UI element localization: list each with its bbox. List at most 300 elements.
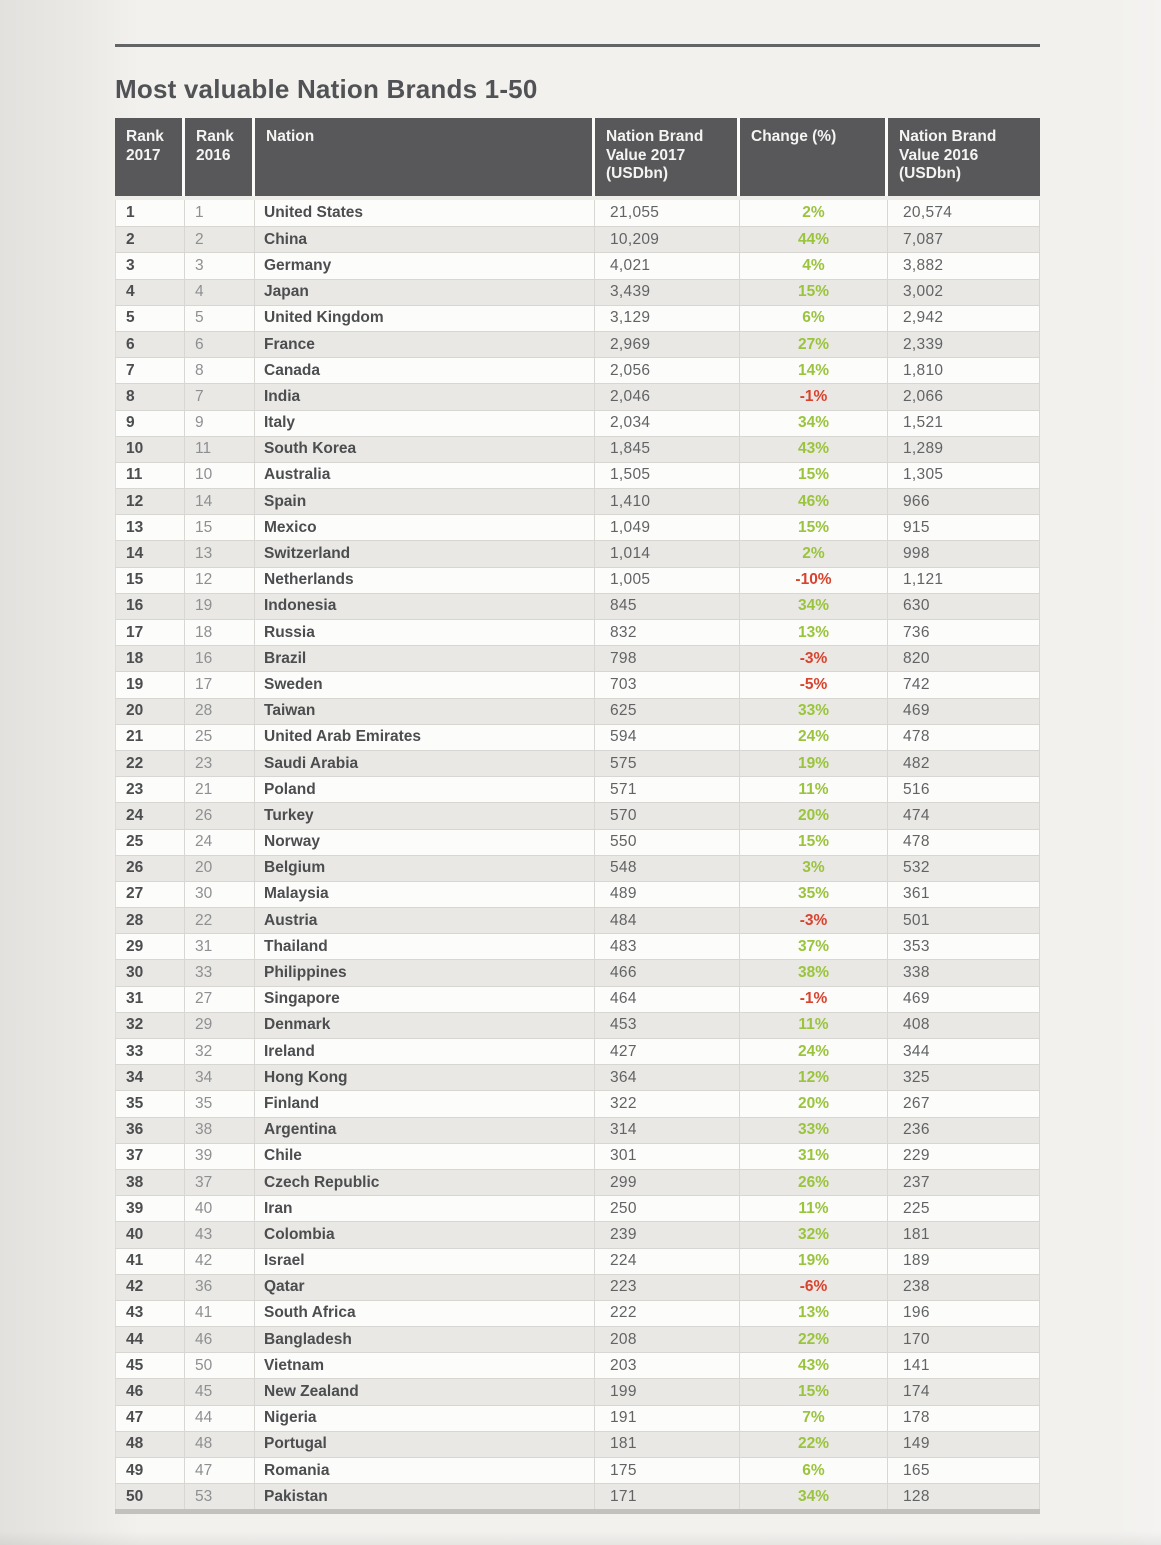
- cell-value-2017: 3,129: [595, 306, 740, 331]
- cell-value-2016: 7,087: [888, 227, 1040, 252]
- cell-value-2017: 1,505: [595, 463, 740, 488]
- cell-nation: Czech Republic: [255, 1170, 595, 1195]
- change-value: 19%: [797, 754, 830, 772]
- cell-value-2017: 4,021: [595, 253, 740, 278]
- table-row: [115, 1169, 1040, 1195]
- cell-nation: Poland: [255, 777, 595, 802]
- cell-change: [740, 1118, 888, 1143]
- cell-rank-2016: 46: [185, 1327, 255, 1352]
- cell-rank-2016: 35: [185, 1091, 255, 1116]
- cell-rank-2016: 24: [185, 830, 255, 855]
- cell-value-2016: 238: [888, 1275, 1040, 1300]
- cell-nation: Netherlands: [255, 568, 595, 593]
- cell-value-2017: 250: [595, 1196, 740, 1221]
- table-row: [115, 933, 1040, 959]
- cell-value-2017: 2,046: [595, 384, 740, 409]
- cell-change: [740, 1013, 888, 1038]
- cell-rank-2017: 44: [115, 1327, 185, 1352]
- cell-value-2016: 1,121: [888, 568, 1040, 593]
- cell-rank-2017: 9: [115, 411, 185, 436]
- cell-change: [740, 803, 888, 828]
- cell-nation: Denmark: [255, 1013, 595, 1038]
- table-row: [115, 1117, 1040, 1143]
- table-row: [115, 1326, 1040, 1352]
- cell-value-2016: 267: [888, 1091, 1040, 1116]
- cell-value-2016: 196: [888, 1301, 1040, 1326]
- cell-change: [740, 1039, 888, 1064]
- cell-rank-2016: 13: [185, 541, 255, 566]
- cell-value-2017: 571: [595, 777, 740, 802]
- cell-rank-2017: 47: [115, 1406, 185, 1431]
- cell-nation: Russia: [255, 620, 595, 645]
- cell-rank-2017: 12: [115, 489, 185, 514]
- column-header-nation: Nation: [255, 118, 595, 196]
- cell-value-2017: 832: [595, 620, 740, 645]
- cell-nation: Italy: [255, 411, 595, 436]
- change-value: 15%: [797, 518, 830, 536]
- cell-rank-2016: 53: [185, 1484, 255, 1509]
- cell-change: [740, 594, 888, 619]
- cell-change: [740, 725, 888, 750]
- table-row: [115, 540, 1040, 566]
- cell-value-2017: 208: [595, 1327, 740, 1352]
- cell-rank-2016: 10: [185, 463, 255, 488]
- cell-nation: Germany: [255, 253, 595, 278]
- table-row: [115, 1248, 1040, 1274]
- column-header-rank-2016: Rank 2016: [185, 118, 255, 196]
- cell-value-2016: 516: [888, 777, 1040, 802]
- cell-nation: Argentina: [255, 1118, 595, 1143]
- cell-value-2017: 171: [595, 1484, 740, 1509]
- table-row: [115, 724, 1040, 750]
- cell-value-2017: 191: [595, 1406, 740, 1431]
- cell-value-2016: 225: [888, 1196, 1040, 1221]
- cell-nation: South Korea: [255, 437, 595, 462]
- cell-value-2016: 469: [888, 987, 1040, 1012]
- cell-value-2016: 174: [888, 1379, 1040, 1404]
- change-value: 46%: [797, 492, 830, 510]
- cell-nation: Indonesia: [255, 594, 595, 619]
- cell-value-2017: 1,014: [595, 541, 740, 566]
- cell-value-2017: 484: [595, 908, 740, 933]
- change-value: 33%: [797, 1121, 830, 1139]
- cell-rank-2016: 33: [185, 960, 255, 985]
- change-value: 32%: [797, 1225, 830, 1243]
- cell-rank-2016: 30: [185, 882, 255, 907]
- cell-value-2016: 469: [888, 699, 1040, 724]
- cell-nation: China: [255, 227, 595, 252]
- table-row: [115, 776, 1040, 802]
- cell-rank-2017: 32: [115, 1013, 185, 1038]
- scan-bottom-shadow: [0, 1531, 1161, 1545]
- change-value: 33%: [797, 702, 830, 720]
- cell-rank-2017: 10: [115, 437, 185, 462]
- cell-nation: Norway: [255, 830, 595, 855]
- cell-value-2017: 570: [595, 803, 740, 828]
- cell-change: [740, 1406, 888, 1431]
- cell-value-2016: 3,882: [888, 253, 1040, 278]
- cell-rank-2017: 36: [115, 1118, 185, 1143]
- cell-value-2016: 915: [888, 515, 1040, 540]
- cell-change: [740, 1249, 888, 1274]
- cell-change: [740, 568, 888, 593]
- column-header-value-2016: Nation Brand Value 2016 (USDbn): [899, 128, 997, 183]
- cell-value-2017: 798: [595, 646, 740, 671]
- cell-value-2017: 550: [595, 830, 740, 855]
- cell-value-2017: 203: [595, 1353, 740, 1378]
- cell-change: [740, 672, 888, 697]
- cell-value-2016: 1,305: [888, 463, 1040, 488]
- table-row: [115, 1405, 1040, 1431]
- cell-rank-2017: 26: [115, 856, 185, 881]
- cell-value-2016: 1,289: [888, 437, 1040, 462]
- cell-rank-2016: 21: [185, 777, 255, 802]
- cell-rank-2017: 14: [115, 541, 185, 566]
- cell-value-2017: 703: [595, 672, 740, 697]
- cell-rank-2016: 34: [185, 1065, 255, 1090]
- change-value: 13%: [797, 1304, 830, 1322]
- cell-value-2016: 189: [888, 1249, 1040, 1274]
- cell-value-2016: 229: [888, 1144, 1040, 1169]
- cell-nation: Philippines: [255, 960, 595, 985]
- change-value: 15%: [797, 466, 830, 484]
- cell-value-2017: 1,049: [595, 515, 740, 540]
- cell-value-2017: 322: [595, 1091, 740, 1116]
- cell-rank-2017: 50: [115, 1484, 185, 1509]
- table-row: [115, 671, 1040, 697]
- cell-nation: Japan: [255, 280, 595, 305]
- cell-change: [740, 1065, 888, 1090]
- cell-value-2016: 3,002: [888, 280, 1040, 305]
- table-row: [115, 1064, 1040, 1090]
- cell-change: [740, 200, 888, 226]
- change-value: 34%: [797, 597, 830, 615]
- cell-rank-2016: 31: [185, 934, 255, 959]
- cell-value-2016: 736: [888, 620, 1040, 645]
- cell-rank-2017: 38: [115, 1170, 185, 1195]
- table-row: [115, 252, 1040, 278]
- table-row: [115, 279, 1040, 305]
- cell-nation: Finland: [255, 1091, 595, 1116]
- cell-value-2016: 532: [888, 856, 1040, 881]
- cell-value-2017: 301: [595, 1144, 740, 1169]
- cell-rank-2016: 41: [185, 1301, 255, 1326]
- cell-rank-2016: 39: [185, 1144, 255, 1169]
- table-row: [115, 1378, 1040, 1404]
- cell-value-2016: 236: [888, 1118, 1040, 1143]
- change-value: 15%: [797, 283, 830, 301]
- cell-value-2016: 20,574: [888, 200, 1040, 226]
- cell-rank-2016: 7: [185, 384, 255, 409]
- cell-value-2017: 224: [595, 1249, 740, 1274]
- cell-rank-2017: 29: [115, 934, 185, 959]
- table-row: [115, 1274, 1040, 1300]
- cell-nation: Hong Kong: [255, 1065, 595, 1090]
- column-header-rank-2017: Rank 2017: [115, 118, 185, 196]
- cell-nation: United Arab Emirates: [255, 725, 595, 750]
- change-value: 15%: [797, 1383, 830, 1401]
- cell-nation: Saudi Arabia: [255, 751, 595, 776]
- table-row: [115, 1012, 1040, 1038]
- cell-change: [740, 227, 888, 252]
- cell-nation: New Zealand: [255, 1379, 595, 1404]
- cell-rank-2016: 8: [185, 358, 255, 383]
- change-value: 13%: [797, 623, 830, 641]
- change-value: -10%: [795, 571, 832, 589]
- change-value: -3%: [799, 911, 828, 929]
- cell-rank-2016: 29: [185, 1013, 255, 1038]
- cell-rank-2016: 48: [185, 1432, 255, 1457]
- cell-rank-2016: 1: [185, 200, 255, 226]
- cell-rank-2016: 9: [185, 411, 255, 436]
- cell-rank-2016: 27: [185, 987, 255, 1012]
- cell-rank-2017: 30: [115, 960, 185, 985]
- cell-value-2016: 1,521: [888, 411, 1040, 436]
- cell-rank-2016: 6: [185, 332, 255, 357]
- change-value: 44%: [797, 230, 830, 248]
- cell-value-2016: 178: [888, 1406, 1040, 1431]
- cell-rank-2016: 45: [185, 1379, 255, 1404]
- table-row: [115, 881, 1040, 907]
- table-row: [115, 226, 1040, 252]
- cell-value-2016: 742: [888, 672, 1040, 697]
- cell-change: [740, 882, 888, 907]
- cell-nation: Ireland: [255, 1039, 595, 1064]
- change-value: 11%: [798, 1199, 829, 1217]
- cell-change: [740, 1301, 888, 1326]
- change-value: 22%: [797, 1330, 830, 1348]
- cell-value-2017: 483: [595, 934, 740, 959]
- change-value: 24%: [797, 728, 830, 746]
- cell-nation: Chile: [255, 1144, 595, 1169]
- cell-value-2017: 1,410: [595, 489, 740, 514]
- cell-rank-2016: 17: [185, 672, 255, 697]
- cell-change: [740, 1484, 888, 1509]
- change-value: 22%: [797, 1435, 830, 1453]
- table-row: [115, 1431, 1040, 1457]
- cell-change: [740, 253, 888, 278]
- cell-rank-2017: 6: [115, 332, 185, 357]
- cell-value-2017: 548: [595, 856, 740, 881]
- cell-rank-2017: 4: [115, 280, 185, 305]
- change-value: 24%: [797, 1042, 830, 1060]
- change-value: 15%: [797, 833, 830, 851]
- cell-change: [740, 1275, 888, 1300]
- cell-value-2016: 2,066: [888, 384, 1040, 409]
- cell-rank-2017: 37: [115, 1144, 185, 1169]
- cell-rank-2016: 11: [185, 437, 255, 462]
- change-value: -1%: [799, 990, 828, 1008]
- cell-rank-2016: 50: [185, 1353, 255, 1378]
- cell-rank-2017: 48: [115, 1432, 185, 1457]
- cell-value-2016: 361: [888, 882, 1040, 907]
- cell-value-2017: 845: [595, 594, 740, 619]
- cell-rank-2017: 19: [115, 672, 185, 697]
- table-row: [115, 488, 1040, 514]
- cell-nation: Iran: [255, 1196, 595, 1221]
- cell-change: [740, 1458, 888, 1483]
- cell-nation: Belgium: [255, 856, 595, 881]
- nation-brands-table: [115, 118, 1040, 1514]
- cell-change: [740, 411, 888, 436]
- cell-value-2016: 966: [888, 489, 1040, 514]
- cell-change: [740, 934, 888, 959]
- cell-rank-2017: 35: [115, 1091, 185, 1116]
- cell-value-2016: 478: [888, 725, 1040, 750]
- cell-value-2017: 364: [595, 1065, 740, 1090]
- cell-nation: Malaysia: [255, 882, 595, 907]
- table-header-row: [115, 118, 1040, 200]
- cell-change: [740, 1379, 888, 1404]
- cell-change: [740, 1353, 888, 1378]
- cell-nation: Turkey: [255, 803, 595, 828]
- table-row: [115, 357, 1040, 383]
- cell-rank-2017: 39: [115, 1196, 185, 1221]
- cell-rank-2017: 23: [115, 777, 185, 802]
- cell-rank-2017: 46: [115, 1379, 185, 1404]
- cell-nation: Thailand: [255, 934, 595, 959]
- column-header-change: Change (%): [740, 118, 888, 196]
- change-value: 20%: [797, 1094, 830, 1112]
- cell-value-2016: 474: [888, 803, 1040, 828]
- change-value: 37%: [797, 937, 830, 955]
- cell-change: [740, 830, 888, 855]
- cell-value-2017: 181: [595, 1432, 740, 1457]
- cell-value-2016: 820: [888, 646, 1040, 671]
- table-row: [115, 1352, 1040, 1378]
- cell-change: [740, 1091, 888, 1116]
- table-row: [115, 200, 1040, 226]
- change-value: 31%: [797, 1147, 830, 1165]
- table-row: [115, 1300, 1040, 1326]
- cell-rank-2017: 11: [115, 463, 185, 488]
- cell-rank-2016: 37: [185, 1170, 255, 1195]
- cell-value-2017: 299: [595, 1170, 740, 1195]
- cell-rank-2016: 19: [185, 594, 255, 619]
- cell-rank-2017: 41: [115, 1249, 185, 1274]
- cell-nation: Switzerland: [255, 541, 595, 566]
- cell-change: [740, 437, 888, 462]
- cell-rank-2017: 25: [115, 830, 185, 855]
- cell-rank-2016: 18: [185, 620, 255, 645]
- cell-value-2017: 489: [595, 882, 740, 907]
- change-value: -6%: [799, 1278, 828, 1296]
- table-row: [115, 305, 1040, 331]
- cell-rank-2017: 21: [115, 725, 185, 750]
- change-value: 2%: [802, 545, 825, 563]
- cell-rank-2016: 4: [185, 280, 255, 305]
- change-value: 12%: [797, 1068, 830, 1086]
- cell-value-2017: 3,439: [595, 280, 740, 305]
- cell-value-2016: 630: [888, 594, 1040, 619]
- change-value: -1%: [799, 387, 828, 405]
- cell-value-2017: 427: [595, 1039, 740, 1064]
- cell-value-2017: 10,209: [595, 227, 740, 252]
- cell-rank-2016: 28: [185, 699, 255, 724]
- cell-value-2016: 408: [888, 1013, 1040, 1038]
- table-row: [115, 593, 1040, 619]
- change-value: 43%: [797, 440, 830, 458]
- cell-change: [740, 332, 888, 357]
- cell-change: [740, 1170, 888, 1195]
- change-value: 11%: [798, 780, 829, 798]
- cell-value-2017: 175: [595, 1458, 740, 1483]
- cell-rank-2017: 40: [115, 1222, 185, 1247]
- change-value: 27%: [797, 335, 830, 353]
- cell-nation: Australia: [255, 463, 595, 488]
- cell-rank-2016: 32: [185, 1039, 255, 1064]
- table-row: [115, 1038, 1040, 1064]
- cell-rank-2016: 26: [185, 803, 255, 828]
- cell-value-2016: 149: [888, 1432, 1040, 1457]
- cell-rank-2017: 42: [115, 1275, 185, 1300]
- cell-change: [740, 699, 888, 724]
- cell-rank-2017: 45: [115, 1353, 185, 1378]
- table-row: [115, 619, 1040, 645]
- cell-value-2017: 223: [595, 1275, 740, 1300]
- cell-value-2016: 165: [888, 1458, 1040, 1483]
- cell-rank-2017: 43: [115, 1301, 185, 1326]
- cell-value-2017: 199: [595, 1379, 740, 1404]
- change-value: 35%: [797, 885, 830, 903]
- cell-change: [740, 306, 888, 331]
- cell-nation: United States: [255, 200, 595, 226]
- cell-nation: Brazil: [255, 646, 595, 671]
- change-value: 20%: [797, 806, 830, 824]
- cell-change: [740, 751, 888, 776]
- cell-rank-2016: 22: [185, 908, 255, 933]
- table-row: [115, 436, 1040, 462]
- cell-rank-2017: 34: [115, 1065, 185, 1090]
- cell-change: [740, 541, 888, 566]
- change-value: 14%: [797, 361, 830, 379]
- cell-value-2017: 1,005: [595, 568, 740, 593]
- cell-rank-2016: 38: [185, 1118, 255, 1143]
- cell-value-2016: 338: [888, 960, 1040, 985]
- cell-value-2016: 170: [888, 1327, 1040, 1352]
- change-value: 34%: [797, 1487, 830, 1505]
- table-row: [115, 1195, 1040, 1221]
- cell-rank-2016: 15: [185, 515, 255, 540]
- cell-value-2016: 2,339: [888, 332, 1040, 357]
- cell-change: [740, 384, 888, 409]
- cell-value-2016: 325: [888, 1065, 1040, 1090]
- cell-value-2017: 2,056: [595, 358, 740, 383]
- cell-nation: Vietnam: [255, 1353, 595, 1378]
- cell-value-2017: 222: [595, 1301, 740, 1326]
- change-value: 3%: [802, 859, 825, 877]
- change-value: 34%: [797, 414, 830, 432]
- table-row: [115, 1483, 1040, 1509]
- cell-value-2017: 453: [595, 1013, 740, 1038]
- table-row: [115, 567, 1040, 593]
- change-value: -5%: [799, 675, 828, 693]
- cell-value-2016: 141: [888, 1353, 1040, 1378]
- cell-value-2017: 2,034: [595, 411, 740, 436]
- cell-change: [740, 620, 888, 645]
- cell-change: [740, 463, 888, 488]
- column-header-value-2017: Nation Brand Value 2017 (USDbn): [595, 118, 740, 196]
- table-row: [115, 855, 1040, 881]
- cell-rank-2017: 15: [115, 568, 185, 593]
- table-row: [115, 959, 1040, 985]
- change-value: 2%: [802, 204, 825, 222]
- table-row: [115, 462, 1040, 488]
- cell-value-2016: 482: [888, 751, 1040, 776]
- cell-value-2016: 181: [888, 1222, 1040, 1247]
- cell-change: [740, 1196, 888, 1221]
- cell-rank-2017: 8: [115, 384, 185, 409]
